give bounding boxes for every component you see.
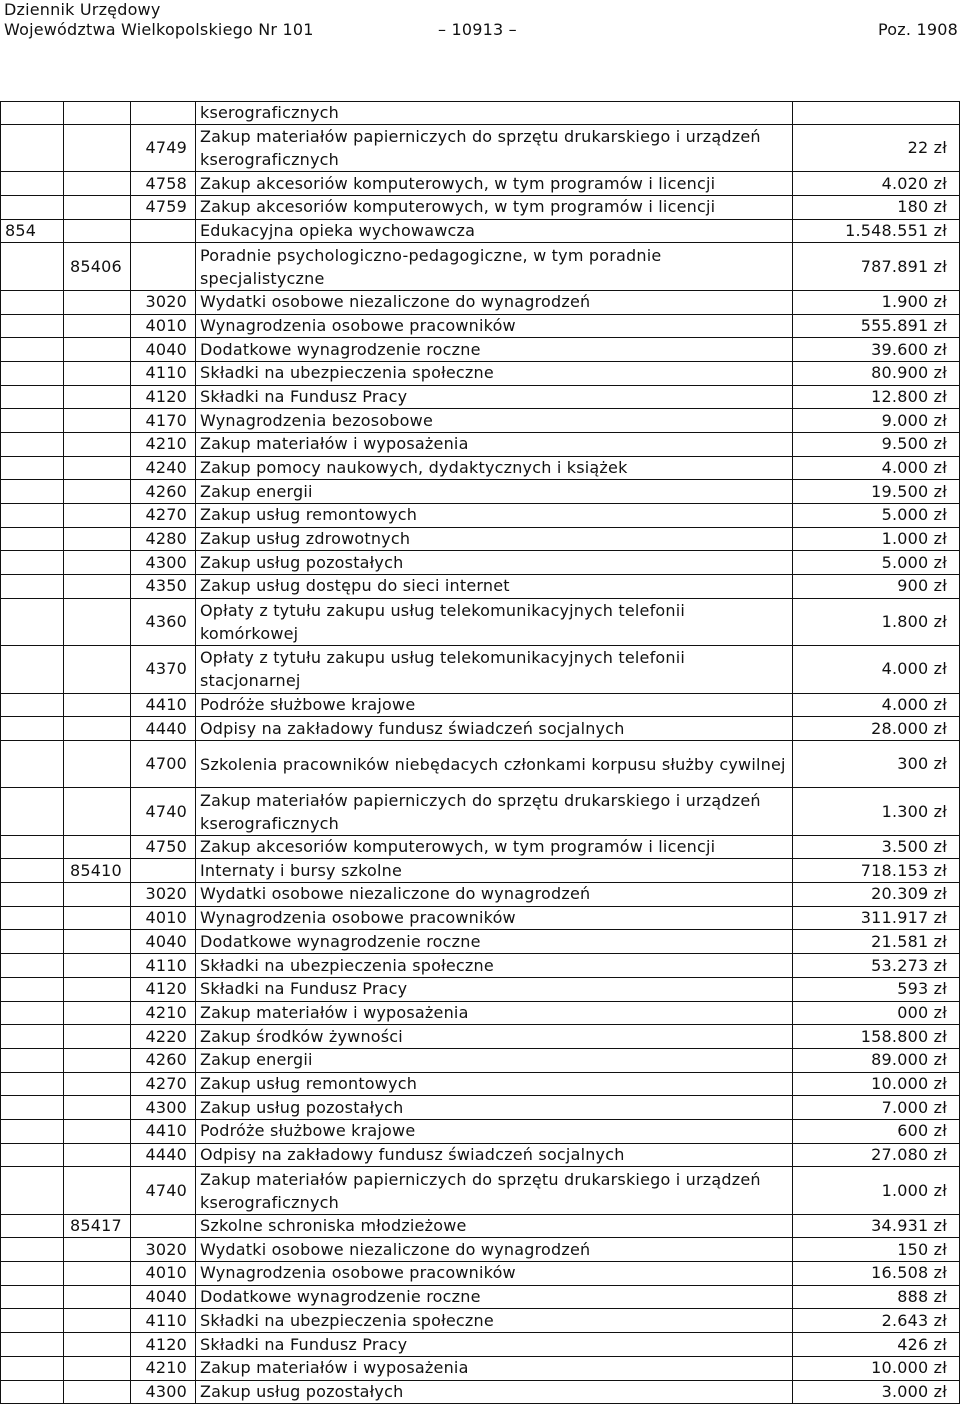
description-cell: Wynagrodzenia osobowe pracowników <box>196 1262 793 1286</box>
chapter-cell <box>64 906 131 930</box>
division-cell <box>1 409 64 433</box>
paragraph-cell: 4040 <box>131 930 196 954</box>
table-row <box>1 1072 960 1096</box>
table-row <box>1 456 960 480</box>
chapter-cell <box>64 977 131 1001</box>
chapter-cell <box>64 1096 131 1120</box>
division-cell <box>1 1167 64 1214</box>
description-cell: Zakup energii <box>196 1048 793 1072</box>
division-cell <box>1 527 64 551</box>
table-row <box>1 1380 960 1404</box>
table-row <box>1 740 960 787</box>
position-number: Poz. 1908 <box>878 20 958 39</box>
division-cell: 854 <box>1 219 64 243</box>
division-cell <box>1 1214 64 1238</box>
division-cell <box>1 480 64 504</box>
table-row <box>1 1119 960 1143</box>
paragraph-cell: 4260 <box>131 1048 196 1072</box>
chapter-cell <box>64 361 131 385</box>
table-row <box>1 1333 960 1357</box>
paragraph-cell: 4370 <box>131 646 196 693</box>
table-row <box>1 527 960 551</box>
chapter-cell <box>64 1025 131 1049</box>
amount-cell: 1.000 zł <box>793 527 960 551</box>
paragraph-cell <box>131 1214 196 1238</box>
amount-cell: 20.309 zł <box>793 883 960 907</box>
paragraph-cell: 3020 <box>131 883 196 907</box>
description-cell: Odpisy na zakładowy fundusz świadczeń socjalnych <box>196 1143 793 1167</box>
chapter-cell <box>64 480 131 504</box>
chapter-cell <box>64 1001 131 1025</box>
amount-cell: 311.917 zł <box>793 906 960 930</box>
table-row <box>1 361 960 385</box>
chapter-cell <box>64 102 131 125</box>
amount-cell: 426 zł <box>793 1333 960 1357</box>
paragraph-cell <box>131 102 196 125</box>
division-cell <box>1 740 64 787</box>
paragraph-cell: 4740 <box>131 788 196 835</box>
chapter-cell <box>64 954 131 978</box>
chapter-cell <box>64 1238 131 1262</box>
paragraph-cell: 4758 <box>131 172 196 196</box>
division-cell <box>1 575 64 599</box>
division-cell <box>1 1048 64 1072</box>
chapter-cell <box>64 575 131 599</box>
amount-cell: 158.800 zł <box>793 1025 960 1049</box>
chapter-cell <box>64 290 131 314</box>
paragraph-cell: 4260 <box>131 480 196 504</box>
journal-subtitle-line <box>4 20 958 40</box>
table-row <box>1 243 960 290</box>
table-row <box>1 717 960 741</box>
amount-cell: 600 zł <box>793 1119 960 1143</box>
description-cell: Zakup usług remontowych <box>196 1072 793 1096</box>
chapter-cell <box>64 432 131 456</box>
amount-cell: 2.643 zł <box>793 1309 960 1333</box>
division-cell <box>1 717 64 741</box>
paragraph-cell: 4350 <box>131 575 196 599</box>
description-cell: Zakup usług pozostałych <box>196 1380 793 1404</box>
table-row <box>1 504 960 528</box>
chapter-cell <box>64 1072 131 1096</box>
amount-cell: 4.020 zł <box>793 172 960 196</box>
description-cell: Wynagrodzenia bezosobowe <box>196 409 793 433</box>
table-row <box>1 172 960 196</box>
description-cell: Składki na ubezpieczenia społeczne <box>196 361 793 385</box>
table-row <box>1 575 960 599</box>
table-row <box>1 1167 960 1214</box>
amount-cell: 80.900 zł <box>793 361 960 385</box>
description-cell: Internaty i bursy szkolne <box>196 859 793 883</box>
division-cell <box>1 1380 64 1404</box>
chapter-cell <box>64 1262 131 1286</box>
amount-cell: 787.891 zł <box>793 243 960 290</box>
table-row <box>1 409 960 433</box>
paragraph-cell: 4120 <box>131 385 196 409</box>
chapter-cell <box>64 196 131 220</box>
paragraph-cell: 4300 <box>131 1380 196 1404</box>
chapter-cell <box>64 338 131 362</box>
chapter-cell <box>64 598 131 645</box>
chapter-cell <box>64 172 131 196</box>
division-cell <box>1 788 64 835</box>
amount-cell: 555.891 zł <box>793 314 960 338</box>
amount-cell: 53.273 zł <box>793 954 960 978</box>
description-cell: Dodatkowe wynagrodzenie roczne <box>196 1285 793 1309</box>
chapter-cell <box>64 1143 131 1167</box>
paragraph-cell: 4210 <box>131 432 196 456</box>
table-row <box>1 219 960 243</box>
division-cell <box>1 172 64 196</box>
amount-cell: 3.500 zł <box>793 835 960 859</box>
amount-cell: 1.548.551 zł <box>793 219 960 243</box>
division-cell <box>1 1333 64 1357</box>
amount-cell: 888 zł <box>793 1285 960 1309</box>
chapter-cell <box>64 883 131 907</box>
description-cell: Zakup usług dostępu do sieci internet <box>196 575 793 599</box>
description-cell: Zakup akcesoriów komputerowych, w tym programów i licencji <box>196 835 793 859</box>
division-cell <box>1 1025 64 1049</box>
table-row <box>1 906 960 930</box>
table-row <box>1 693 960 717</box>
chapter-cell <box>64 788 131 835</box>
paragraph-cell: 4210 <box>131 1001 196 1025</box>
amount-cell: 180 zł <box>793 196 960 220</box>
division-cell <box>1 906 64 930</box>
description-cell: kserograficznych <box>196 102 793 125</box>
paragraph-cell: 4010 <box>131 314 196 338</box>
division-cell <box>1 314 64 338</box>
description-cell: Zakup materiałów papierniczych do sprzętu drukarskiego i urządzeń kserograficznych <box>196 788 793 835</box>
division-cell <box>1 1096 64 1120</box>
description-cell: Wydatki osobowe niezaliczone do wynagrodzeń <box>196 290 793 314</box>
amount-cell: 000 zł <box>793 1001 960 1025</box>
description-cell: Zakup usług pozostałych <box>196 1096 793 1120</box>
chapter-cell <box>64 1380 131 1404</box>
table-row <box>1 1356 960 1380</box>
paragraph-cell: 4300 <box>131 1096 196 1120</box>
division-cell <box>1 598 64 645</box>
paragraph-cell: 4270 <box>131 1072 196 1096</box>
division-cell <box>1 954 64 978</box>
description-cell: Składki na Fundusz Pracy <box>196 977 793 1001</box>
paragraph-cell: 4110 <box>131 954 196 978</box>
amount-cell: 4.000 zł <box>793 646 960 693</box>
division-cell <box>1 835 64 859</box>
division-cell <box>1 1285 64 1309</box>
description-cell: Wydatki osobowe niezaliczone do wynagrodzeń <box>196 1238 793 1262</box>
paragraph-cell: 4120 <box>131 977 196 1001</box>
table-row <box>1 290 960 314</box>
paragraph-cell: 4410 <box>131 1119 196 1143</box>
chapter-cell: 85410 <box>64 859 131 883</box>
chapter-cell: 85406 <box>64 243 131 290</box>
table-row <box>1 432 960 456</box>
division-cell <box>1 1119 64 1143</box>
paragraph-cell: 4759 <box>131 196 196 220</box>
amount-cell: 10.000 zł <box>793 1356 960 1380</box>
chapter-cell <box>64 1119 131 1143</box>
table-row <box>1 1214 960 1238</box>
amount-cell: 4.000 zł <box>793 456 960 480</box>
table-row <box>1 598 960 645</box>
division-cell <box>1 551 64 575</box>
paragraph-cell: 4740 <box>131 1167 196 1214</box>
description-cell: Składki na Fundusz Pracy <box>196 385 793 409</box>
description-cell: Dodatkowe wynagrodzenie roczne <box>196 930 793 954</box>
amount-cell: 1.000 zł <box>793 1167 960 1214</box>
division-cell <box>1 930 64 954</box>
division-cell <box>1 693 64 717</box>
table-row <box>1 954 960 978</box>
division-cell <box>1 196 64 220</box>
division-cell <box>1 456 64 480</box>
description-cell: Zakup materiałów i wyposażenia <box>196 432 793 456</box>
description-cell: Podróże służbowe krajowe <box>196 1119 793 1143</box>
division-cell <box>1 385 64 409</box>
chapter-cell <box>64 1309 131 1333</box>
amount-cell: 718.153 zł <box>793 859 960 883</box>
chapter-cell <box>64 219 131 243</box>
description-cell: Zakup materiałów i wyposażenia <box>196 1001 793 1025</box>
division-cell <box>1 1001 64 1025</box>
description-cell: Wynagrodzenia osobowe pracowników <box>196 314 793 338</box>
journal-issue: Województwa Wielkopolskiego Nr 101 <box>4 20 314 39</box>
table-row <box>1 338 960 362</box>
paragraph-cell: 3020 <box>131 290 196 314</box>
amount-cell: 19.500 zł <box>793 480 960 504</box>
paragraph-cell: 4280 <box>131 527 196 551</box>
paragraph-cell: 4300 <box>131 551 196 575</box>
division-cell <box>1 977 64 1001</box>
division-cell <box>1 883 64 907</box>
description-cell: Podróże służbowe krajowe <box>196 693 793 717</box>
amount-cell: 5.000 zł <box>793 551 960 575</box>
division-cell <box>1 432 64 456</box>
description-cell: Składki na ubezpieczenia społeczne <box>196 954 793 978</box>
table-row <box>1 1285 960 1309</box>
paragraph-cell <box>131 219 196 243</box>
amount-cell: 27.080 zł <box>793 1143 960 1167</box>
description-cell: Zakup usług pozostałych <box>196 551 793 575</box>
amount-cell <box>793 102 960 125</box>
division-cell <box>1 1072 64 1096</box>
amount-cell: 9.000 zł <box>793 409 960 433</box>
chapter-cell <box>64 1285 131 1309</box>
journal-title: Dziennik Urzędowy <box>4 0 161 19</box>
table-row <box>1 102 960 125</box>
amount-cell: 150 zł <box>793 1238 960 1262</box>
chapter-cell: 85417 <box>64 1214 131 1238</box>
amount-cell: 1.900 zł <box>793 290 960 314</box>
chapter-cell <box>64 646 131 693</box>
page-number: – 10913 – <box>438 20 517 39</box>
chapter-cell <box>64 930 131 954</box>
chapter-cell <box>64 409 131 433</box>
paragraph-cell: 4170 <box>131 409 196 433</box>
description-cell: Zakup materiałów papierniczych do sprzętu drukarskiego i urządzeń kserograficznych <box>196 1167 793 1214</box>
table-row <box>1 1048 960 1072</box>
division-cell <box>1 361 64 385</box>
table-row <box>1 385 960 409</box>
description-cell: Zakup akcesoriów komputerowych, w tym programów i licencji <box>196 196 793 220</box>
table-row <box>1 1238 960 1262</box>
paragraph-cell: 4360 <box>131 598 196 645</box>
chapter-cell <box>64 314 131 338</box>
table-row <box>1 883 960 907</box>
description-cell: Zakup materiałów papierniczych do sprzętu drukarskiego i urządzeń kserograficznych <box>196 125 793 172</box>
paragraph-cell: 3020 <box>131 1238 196 1262</box>
division-cell <box>1 338 64 362</box>
budget-table <box>0 101 960 1404</box>
chapter-cell <box>64 1048 131 1072</box>
division-cell <box>1 290 64 314</box>
table-row <box>1 480 960 504</box>
chapter-cell <box>64 740 131 787</box>
chapter-cell <box>64 385 131 409</box>
description-cell: Szkolenia pracowników niebędacych członkami korpusu służby cywilnej <box>196 740 793 787</box>
paragraph-cell: 4040 <box>131 338 196 362</box>
description-cell: Zakup pomocy naukowych, dydaktycznych i książek <box>196 456 793 480</box>
chapter-cell <box>64 693 131 717</box>
description-cell: Zakup usług remontowych <box>196 504 793 528</box>
chapter-cell <box>64 1333 131 1357</box>
paragraph-cell: 4210 <box>131 1356 196 1380</box>
division-cell <box>1 1143 64 1167</box>
paragraph-cell: 4750 <box>131 835 196 859</box>
division-cell <box>1 504 64 528</box>
budget-table-body <box>1 102 960 1404</box>
amount-cell: 7.000 zł <box>793 1096 960 1120</box>
table-row <box>1 930 960 954</box>
chapter-cell <box>64 125 131 172</box>
table-row <box>1 977 960 1001</box>
table-row <box>1 551 960 575</box>
table-row <box>1 1262 960 1286</box>
amount-cell: 9.500 zł <box>793 432 960 456</box>
table-row <box>1 1143 960 1167</box>
description-cell: Wydatki osobowe niezaliczone do wynagrodzeń <box>196 883 793 907</box>
table-row <box>1 835 960 859</box>
division-cell <box>1 1262 64 1286</box>
paragraph-cell: 4270 <box>131 504 196 528</box>
paragraph-cell: 4440 <box>131 1143 196 1167</box>
description-cell: Składki na Fundusz Pracy <box>196 1333 793 1357</box>
paragraph-cell: 4240 <box>131 456 196 480</box>
paragraph-cell: 4040 <box>131 1285 196 1309</box>
description-cell: Zakup środków żywności <box>196 1025 793 1049</box>
amount-cell: 1.300 zł <box>793 788 960 835</box>
description-cell: Składki na ubezpieczenia społeczne <box>196 1309 793 1333</box>
amount-cell: 300 zł <box>793 740 960 787</box>
description-cell: Zakup akcesoriów komputerowych, w tym programów i licencji <box>196 172 793 196</box>
chapter-cell <box>64 456 131 480</box>
page-header <box>4 0 958 40</box>
table-row <box>1 125 960 172</box>
table-row <box>1 196 960 220</box>
chapter-cell <box>64 551 131 575</box>
paragraph-cell: 4410 <box>131 693 196 717</box>
paragraph-cell: 4110 <box>131 1309 196 1333</box>
chapter-cell <box>64 1356 131 1380</box>
description-cell: Edukacyjna opieka wychowawcza <box>196 219 793 243</box>
paragraph-cell: 4440 <box>131 717 196 741</box>
amount-cell: 34.931 zł <box>793 1214 960 1238</box>
description-cell: Opłaty z tytułu zakupu usług telekomunikacyjnych telefonii stacjonarnej <box>196 646 793 693</box>
chapter-cell <box>64 1167 131 1214</box>
amount-cell: 4.000 zł <box>793 693 960 717</box>
division-cell <box>1 859 64 883</box>
amount-cell: 16.508 zł <box>793 1262 960 1286</box>
description-cell: Zakup materiałów i wyposażenia <box>196 1356 793 1380</box>
paragraph-cell: 4220 <box>131 1025 196 1049</box>
division-cell <box>1 102 64 125</box>
table-row <box>1 788 960 835</box>
amount-cell: 89.000 zł <box>793 1048 960 1072</box>
table-row <box>1 1309 960 1333</box>
chapter-cell <box>64 717 131 741</box>
description-cell: Odpisy na zakładowy fundusz świadczeń socjalnych <box>196 717 793 741</box>
paragraph-cell: 4120 <box>131 1333 196 1357</box>
description-cell: Zakup usług zdrowotnych <box>196 527 793 551</box>
chapter-cell <box>64 504 131 528</box>
paragraph-cell <box>131 859 196 883</box>
division-cell <box>1 646 64 693</box>
description-cell: Szkolne schroniska młodzieżowe <box>196 1214 793 1238</box>
description-cell: Dodatkowe wynagrodzenie roczne <box>196 338 793 362</box>
amount-cell: 39.600 zł <box>793 338 960 362</box>
amount-cell: 593 zł <box>793 977 960 1001</box>
description-cell: Wynagrodzenia osobowe pracowników <box>196 906 793 930</box>
division-cell <box>1 243 64 290</box>
chapter-cell <box>64 527 131 551</box>
amount-cell: 21.581 zł <box>793 930 960 954</box>
table-row <box>1 314 960 338</box>
division-cell <box>1 1309 64 1333</box>
amount-cell: 10.000 zł <box>793 1072 960 1096</box>
paragraph-cell: 4700 <box>131 740 196 787</box>
division-cell <box>1 1238 64 1262</box>
table-row <box>1 1001 960 1025</box>
division-cell <box>1 125 64 172</box>
table-row <box>1 646 960 693</box>
paragraph-cell: 4749 <box>131 125 196 172</box>
paragraph-cell: 4110 <box>131 361 196 385</box>
amount-cell: 900 zł <box>793 575 960 599</box>
amount-cell: 22 zł <box>793 125 960 172</box>
table-row <box>1 859 960 883</box>
amount-cell: 28.000 zł <box>793 717 960 741</box>
description-cell: Zakup energii <box>196 480 793 504</box>
amount-cell: 1.800 zł <box>793 598 960 645</box>
amount-cell: 12.800 zł <box>793 385 960 409</box>
amount-cell: 5.000 zł <box>793 504 960 528</box>
description-cell: Opłaty z tytułu zakupu usług telekomunikacyjnych telefonii komórkowej <box>196 598 793 645</box>
amount-cell: 3.000 zł <box>793 1380 960 1404</box>
table-row <box>1 1025 960 1049</box>
chapter-cell <box>64 835 131 859</box>
table-row <box>1 1096 960 1120</box>
division-cell <box>1 1356 64 1380</box>
paragraph-cell: 4010 <box>131 1262 196 1286</box>
paragraph-cell <box>131 243 196 290</box>
description-cell: Poradnie psychologiczno-pedagogiczne, w tym poradnie specjalistyczne <box>196 243 793 290</box>
paragraph-cell: 4010 <box>131 906 196 930</box>
